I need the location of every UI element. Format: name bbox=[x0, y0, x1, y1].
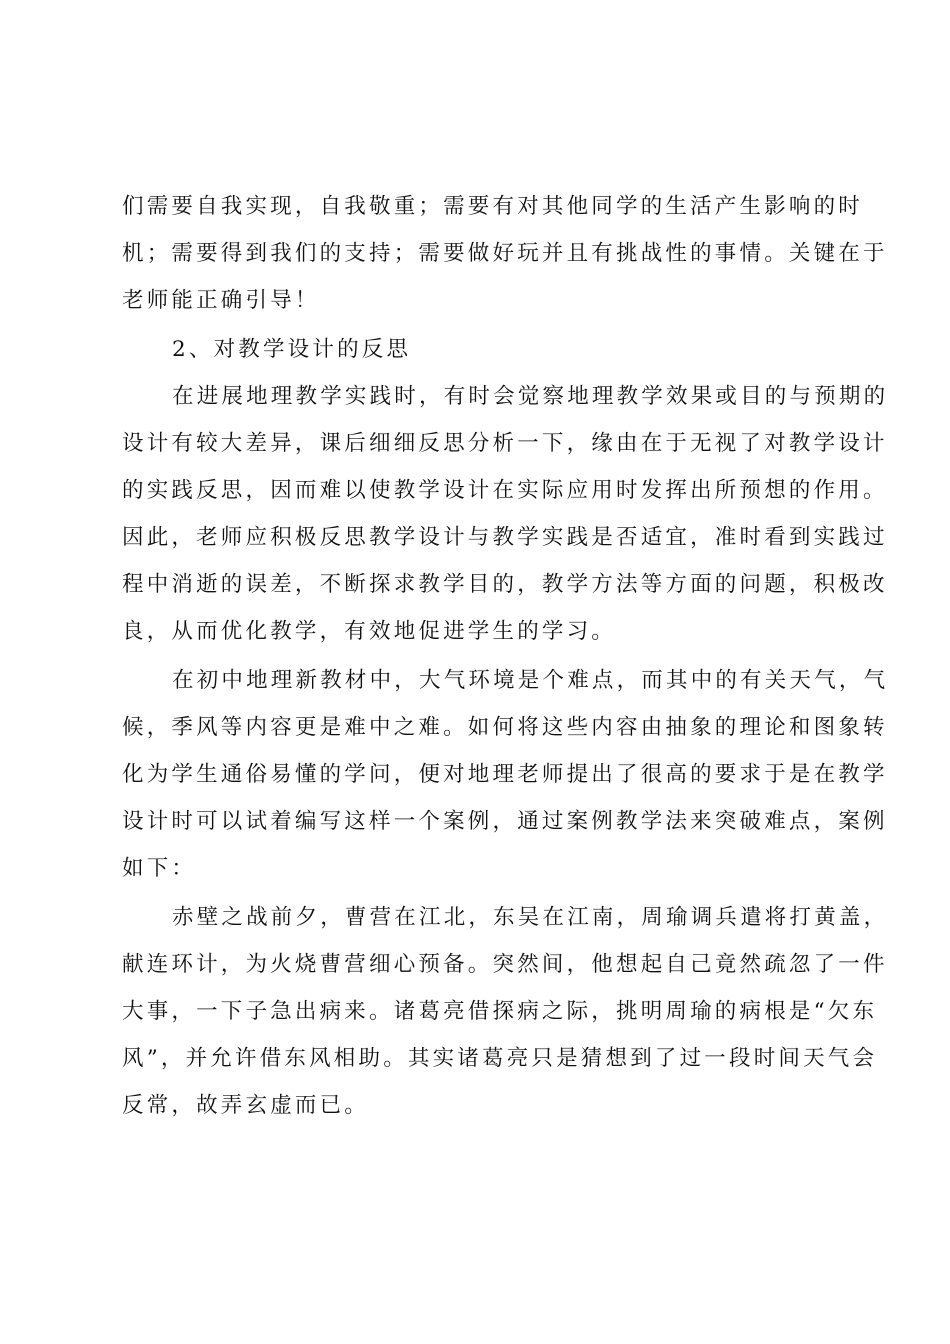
text-line: 风”，并允许借东风相助。其实诸葛亮只是猜想到了过一段时间天气会 bbox=[122, 1046, 878, 1071]
text-line: 如下： bbox=[122, 856, 197, 881]
text-line: 设计有较大差异，课后细细反思分析一下，缘由在于无视了对教学设计 bbox=[122, 431, 888, 456]
text-line: 老师能正确引导！ bbox=[122, 288, 320, 313]
text-line: 候，季风等内容更是难中之难。如何将这些内容由抽象的理论和图象转 bbox=[122, 715, 888, 740]
text-line: 的实践反思，因而难以使教学设计在实际应用时发挥出所预想的作用。 bbox=[122, 478, 888, 503]
text-line: 程中消逝的误差，不断探求教学目的，教学方法等方面的问题，积极改 bbox=[122, 572, 888, 597]
text-line: 化为学生通俗易懂的学问，便对地理老师提出了很高的要求于是在教学 bbox=[122, 762, 888, 787]
text-line: 反常，故弄玄虚而已。 bbox=[122, 1093, 370, 1118]
text-line: 因此，老师应积极反思教学设计与教学实践是否适宜，准时看到实践过 bbox=[122, 525, 888, 550]
text-line: 献连环计，为火烧曹营细心预备。突然间，他想起自己竟然疏忽了一件 bbox=[122, 952, 888, 977]
text-line: 良，从而优化教学，有效地促进学生的学习。 bbox=[122, 619, 617, 644]
text-line: 机；需要得到我们的支持；需要做好玩并且有挑战性的事情。关键在于 bbox=[122, 241, 888, 266]
text-line: 在进展地理教学实践时，有时会觉察地理教学效果或目的与预期的 bbox=[172, 384, 889, 409]
text-line: 在初中地理新教材中，大气环境是个难点，而其中的有关天气，气 bbox=[172, 668, 889, 693]
text-line: 们需要自我实现，自我敬重；需要有对其他同学的生活产生影响的时 bbox=[122, 194, 864, 219]
text-line: 赤壁之战前夕，曹营在江北，东吴在江南，周瑜调兵遣将打黄盖， bbox=[172, 905, 889, 930]
text-line: 大事，一下子急出病来。诸葛亮借探病之际，挑明周瑜的病根是“欠东 bbox=[122, 999, 878, 1024]
section-heading: 2、对教学设计的反思 bbox=[172, 337, 412, 362]
text-line: 设计时可以试着编写这样一个案例，通过案例教学法来突破难点，案例 bbox=[122, 809, 888, 834]
